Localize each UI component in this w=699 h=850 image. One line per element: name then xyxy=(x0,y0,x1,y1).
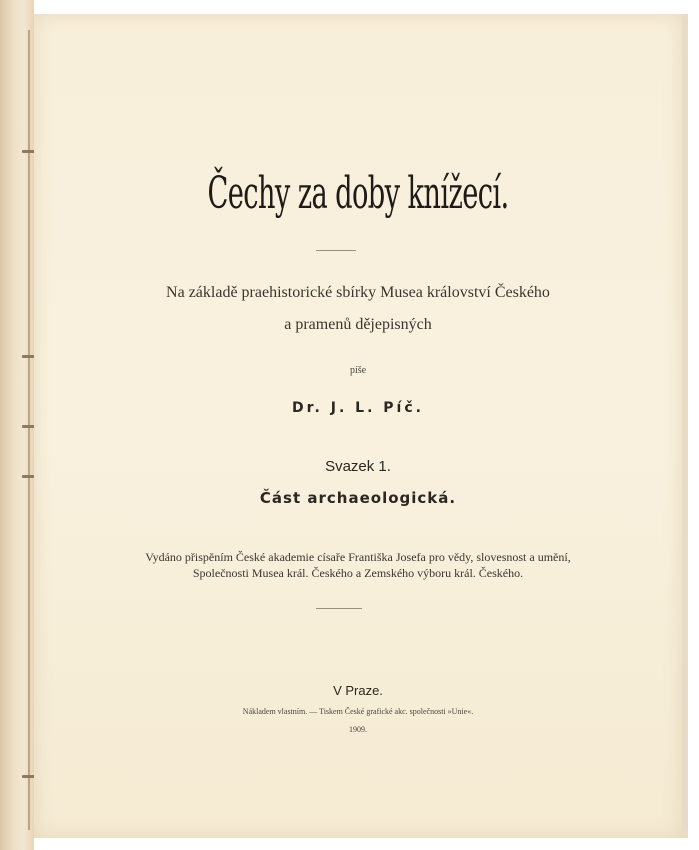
imprint-line: Nákladem vlastním. — Tiskem České grafické akc. společnosti »Unie«. xyxy=(242,707,474,716)
title-page xyxy=(34,14,682,838)
author-name: Dr. J. L. Píč. xyxy=(292,400,424,416)
section-divider xyxy=(316,608,362,609)
publication-year: 1909. xyxy=(349,725,367,734)
publisher-line-1: Vydáno přispěním České akademie císaře Františka Josefa pro vědy, slovesnost a umění, xyxy=(145,550,571,564)
subtitle-line-2: a pramenů dějepisných xyxy=(284,316,432,333)
title-divider xyxy=(316,250,356,251)
publisher-line-2: Společnosti Musea král. Českého a Zemského výboru král. Českého. xyxy=(192,566,524,580)
publication-place: V Praze. xyxy=(333,683,383,698)
page-edge xyxy=(682,14,688,838)
book-title: Čechy za doby knížecí. xyxy=(207,168,509,219)
author-label: píše xyxy=(349,365,367,376)
volume-number: Svazek 1. xyxy=(325,458,391,475)
subtitle-line-1: Na základě praehistorické sbírky Musea království Českého xyxy=(166,284,550,301)
part-title: Část archaeologická. xyxy=(259,489,457,507)
